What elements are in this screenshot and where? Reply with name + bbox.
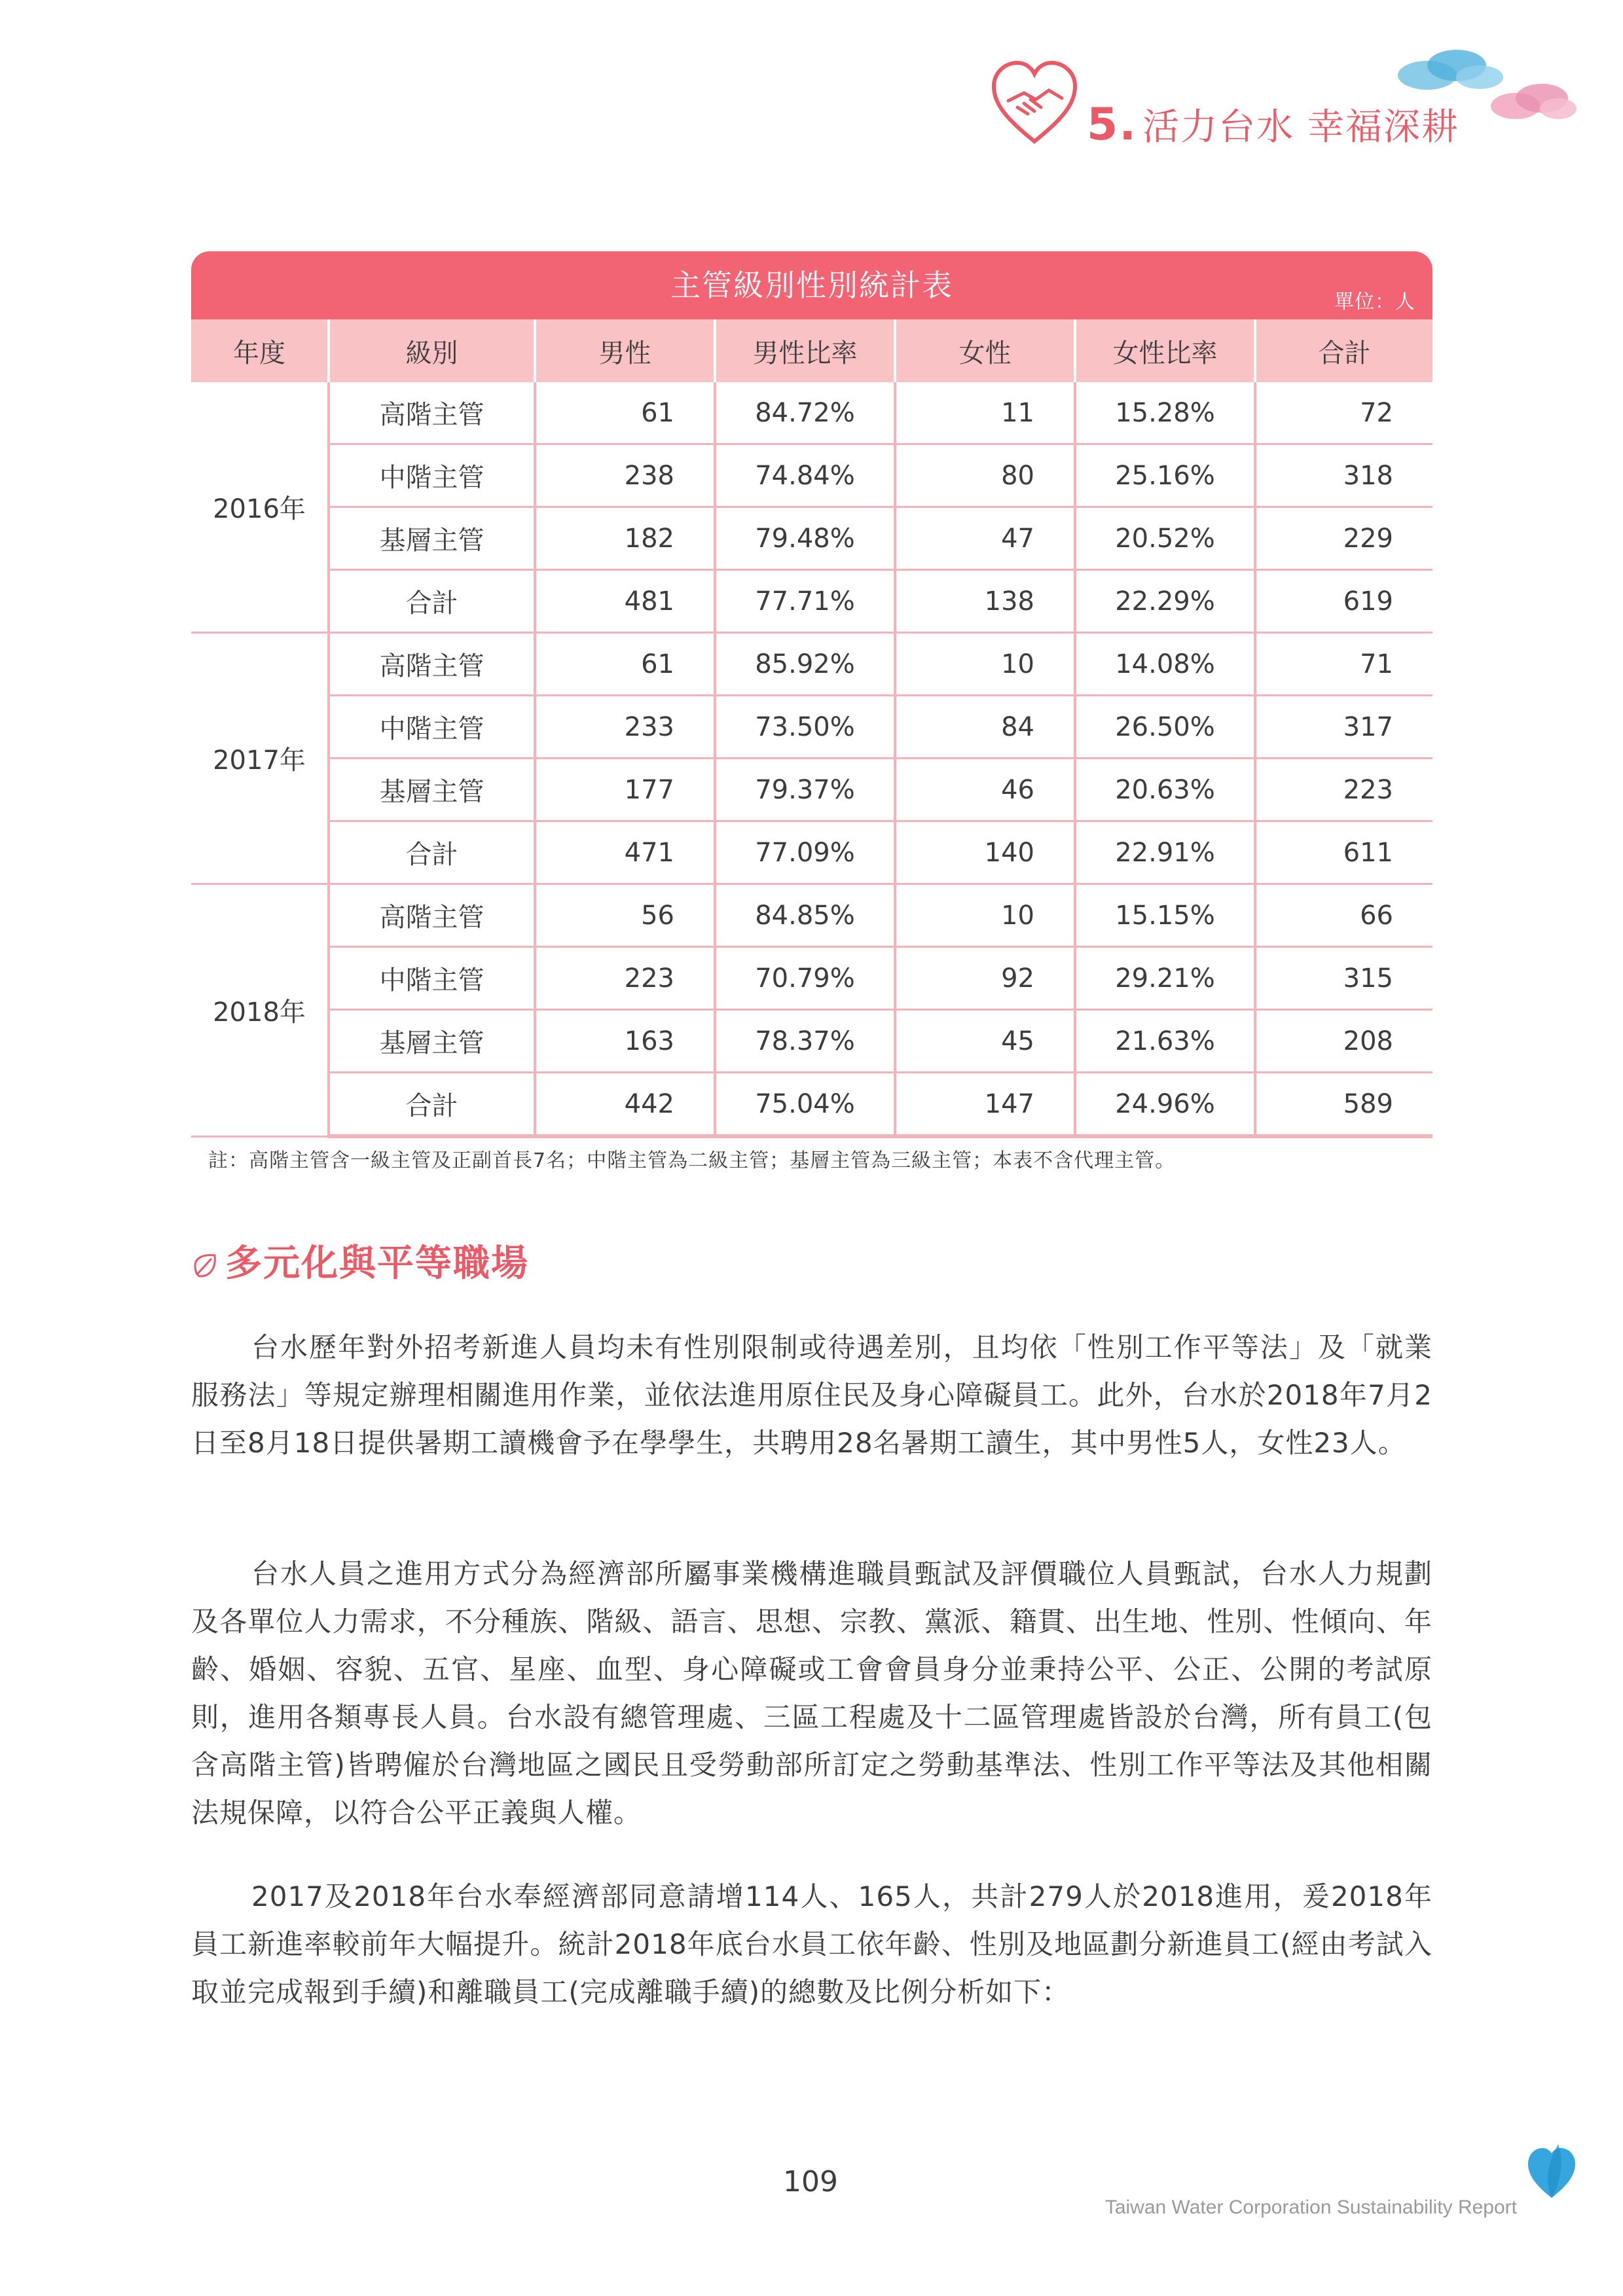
value-cell: 315 xyxy=(1255,947,1432,1010)
level-cell: 基層主管 xyxy=(329,507,535,570)
data-table xyxy=(191,319,1432,1138)
value-cell: 47 xyxy=(895,507,1075,570)
value-cell: 22.91% xyxy=(1075,821,1255,884)
value-cell: 73.50% xyxy=(715,696,895,759)
value-cell: 71 xyxy=(1255,633,1432,696)
table-row xyxy=(191,759,1432,821)
section-title: 多元化與平等職場 xyxy=(225,1242,529,1285)
year-cell: 2017年 xyxy=(191,633,329,884)
value-cell: 84.72% xyxy=(715,382,895,444)
heart-handshake-icon xyxy=(989,58,1080,149)
supervisor-gender-table xyxy=(191,251,1432,1138)
value-cell: 15.15% xyxy=(1075,884,1255,947)
chapter-title: 活力台水 幸福深耕 xyxy=(1142,106,1459,149)
value-cell: 84.85% xyxy=(715,884,895,947)
level-cell: 高階主管 xyxy=(329,633,535,696)
value-cell: 10 xyxy=(895,633,1075,696)
value-cell: 61 xyxy=(535,382,715,444)
table-title: 主管級別性別統計表 xyxy=(670,268,953,303)
value-cell: 22.29% xyxy=(1075,570,1255,633)
value-cell: 26.50% xyxy=(1075,696,1255,759)
value-cell: 80 xyxy=(895,444,1075,507)
value-cell: 77.71% xyxy=(715,570,895,633)
column-header: 年度 xyxy=(191,319,329,382)
level-cell: 中階主管 xyxy=(329,444,535,507)
year-cell: 2016年 xyxy=(191,382,329,633)
level-cell: 高階主管 xyxy=(329,382,535,444)
paragraph-recruitment: 台水歷年對外招考新進人員均未有性別限制或待遇差別，且均依「性別工作平等法」及「就業服務法」等規定辦理相關進用作業，並依法進用原住民及身心障礙員工。此外，台水於2018年7月2日至8月18日提供暑期工讀機會予在學學生，共聘用28名暑期工讀生，其中男性5人，女性23人。 xyxy=(191,1331,1432,1459)
report-title: Taiwan Water Corporation Sustainability Report xyxy=(1104,2197,1517,2218)
value-cell: 163 xyxy=(535,1010,715,1073)
value-cell: 29.21% xyxy=(1075,947,1255,1010)
column-header: 女性 xyxy=(895,319,1075,382)
table-note: 註：高階主管含一級主管及正副首長7名；中階主管為二級主管；基層主管為三級主管；本表不含代理主管。 xyxy=(208,1149,1176,1172)
table-row xyxy=(191,1073,1432,1137)
value-cell: 481 xyxy=(535,570,715,633)
column-header: 男性 xyxy=(535,319,715,382)
value-cell: 72 xyxy=(1255,382,1432,444)
value-cell: 46 xyxy=(895,759,1075,821)
value-cell: 79.37% xyxy=(715,759,895,821)
level-cell: 高階主管 xyxy=(329,884,535,947)
level-cell: 合計 xyxy=(329,570,535,633)
value-cell: 229 xyxy=(1255,507,1432,570)
value-cell: 77.09% xyxy=(715,821,895,884)
value-cell: 11 xyxy=(895,382,1075,444)
value-cell: 21.63% xyxy=(1075,1010,1255,1073)
year-cell: 2018年 xyxy=(191,884,329,1137)
level-cell: 基層主管 xyxy=(329,1010,535,1073)
value-cell: 317 xyxy=(1255,696,1432,759)
paragraph-hiring-policy: 台水人員之進用方式分為經濟部所屬事業機構進職員甄試及評價職位人員甄試，台水人力規劃及各單位人力需求，不分種族、階級、語言、思想、宗教、黨派、籍貫、出生地、性別、性傾向、年齡、婚姻、容貌、五官、星座、血型、身心障礙或工會會員身分並秉持公平、公正、公開的考試原則，進用各類專長人員。台水設有總管理處、三區工程處及十二區管理處皆設於台灣，所有員工(包含高階主管)皆聘僱於台灣地區之國民且受勞動部所訂定之勞動基準法、性別工作平等法及其他相關法規保障，以符合公平正義與人權。 xyxy=(191,1558,1432,1829)
column-header: 男性比率 xyxy=(715,319,895,382)
column-header: 級別 xyxy=(329,319,535,382)
leaf-bullet-icon xyxy=(191,1251,220,1280)
value-cell: 84 xyxy=(895,696,1075,759)
value-cell: 177 xyxy=(535,759,715,821)
value-cell: 79.48% xyxy=(715,507,895,570)
value-cell: 233 xyxy=(535,696,715,759)
value-cell: 15.28% xyxy=(1075,382,1255,444)
level-cell: 中階主管 xyxy=(329,947,535,1010)
table-row xyxy=(191,947,1432,1010)
value-cell: 589 xyxy=(1255,1073,1432,1137)
value-cell: 20.63% xyxy=(1075,759,1255,821)
chapter-heading xyxy=(1087,98,1459,151)
table-header-row xyxy=(191,319,1432,382)
table-row xyxy=(191,570,1432,633)
value-cell: 619 xyxy=(1255,570,1432,633)
value-cell: 85.92% xyxy=(715,633,895,696)
value-cell: 70.79% xyxy=(715,947,895,1010)
table-row xyxy=(191,696,1432,759)
value-cell: 56 xyxy=(535,884,715,947)
column-header: 女性比率 xyxy=(1075,319,1255,382)
value-cell: 66 xyxy=(1255,884,1432,947)
level-cell: 合計 xyxy=(329,821,535,884)
paragraph-new-hires: 2017及2018年台水奉經濟部同意請增114人、165人，共計279人於2018進用，爰2018年員工新進率較前年大幅提升。統計2018年底台水員工依年齡、性別及地區劃分新進員工(經由考試入取並完成報到手續)和離職員工(完成離職手續)的總數及比例分析如下： xyxy=(191,1880,1432,2008)
table-unit: 單位：人 xyxy=(1334,291,1415,314)
value-cell: 238 xyxy=(535,444,715,507)
water-drop-heart-icon xyxy=(1525,2142,1578,2200)
value-cell: 208 xyxy=(1255,1010,1432,1073)
value-cell: 61 xyxy=(535,633,715,696)
level-cell: 中階主管 xyxy=(329,696,535,759)
value-cell: 25.16% xyxy=(1075,444,1255,507)
column-header: 合計 xyxy=(1255,319,1432,382)
value-cell: 24.96% xyxy=(1075,1073,1255,1137)
table-row xyxy=(191,444,1432,507)
table-row xyxy=(191,507,1432,570)
value-cell: 182 xyxy=(535,507,715,570)
value-cell: 78.37% xyxy=(715,1010,895,1073)
value-cell: 140 xyxy=(895,821,1075,884)
chapter-number: 5. xyxy=(1087,99,1138,151)
table-row xyxy=(191,884,1432,947)
value-cell: 20.52% xyxy=(1075,507,1255,570)
value-cell: 147 xyxy=(895,1073,1075,1137)
value-cell: 10 xyxy=(895,884,1075,947)
value-cell: 75.04% xyxy=(715,1073,895,1137)
value-cell: 45 xyxy=(895,1010,1075,1073)
table-row xyxy=(191,1010,1432,1073)
value-cell: 74.84% xyxy=(715,444,895,507)
value-cell: 223 xyxy=(535,947,715,1010)
level-cell: 合計 xyxy=(329,1073,535,1137)
page-number: 109 xyxy=(783,2165,838,2198)
value-cell: 14.08% xyxy=(1075,633,1255,696)
table-row xyxy=(191,382,1432,444)
pink-cloud-icon xyxy=(1486,79,1578,124)
level-cell: 基層主管 xyxy=(329,759,535,821)
value-cell: 138 xyxy=(895,570,1075,633)
value-cell: 223 xyxy=(1255,759,1432,821)
value-cell: 611 xyxy=(1255,821,1432,884)
value-cell: 318 xyxy=(1255,444,1432,507)
value-cell: 92 xyxy=(895,947,1075,1010)
value-cell: 442 xyxy=(535,1073,715,1137)
table-title-bar xyxy=(191,251,1432,319)
section-heading xyxy=(191,1234,529,1287)
table-row xyxy=(191,821,1432,884)
value-cell: 471 xyxy=(535,821,715,884)
table-row xyxy=(191,633,1432,696)
